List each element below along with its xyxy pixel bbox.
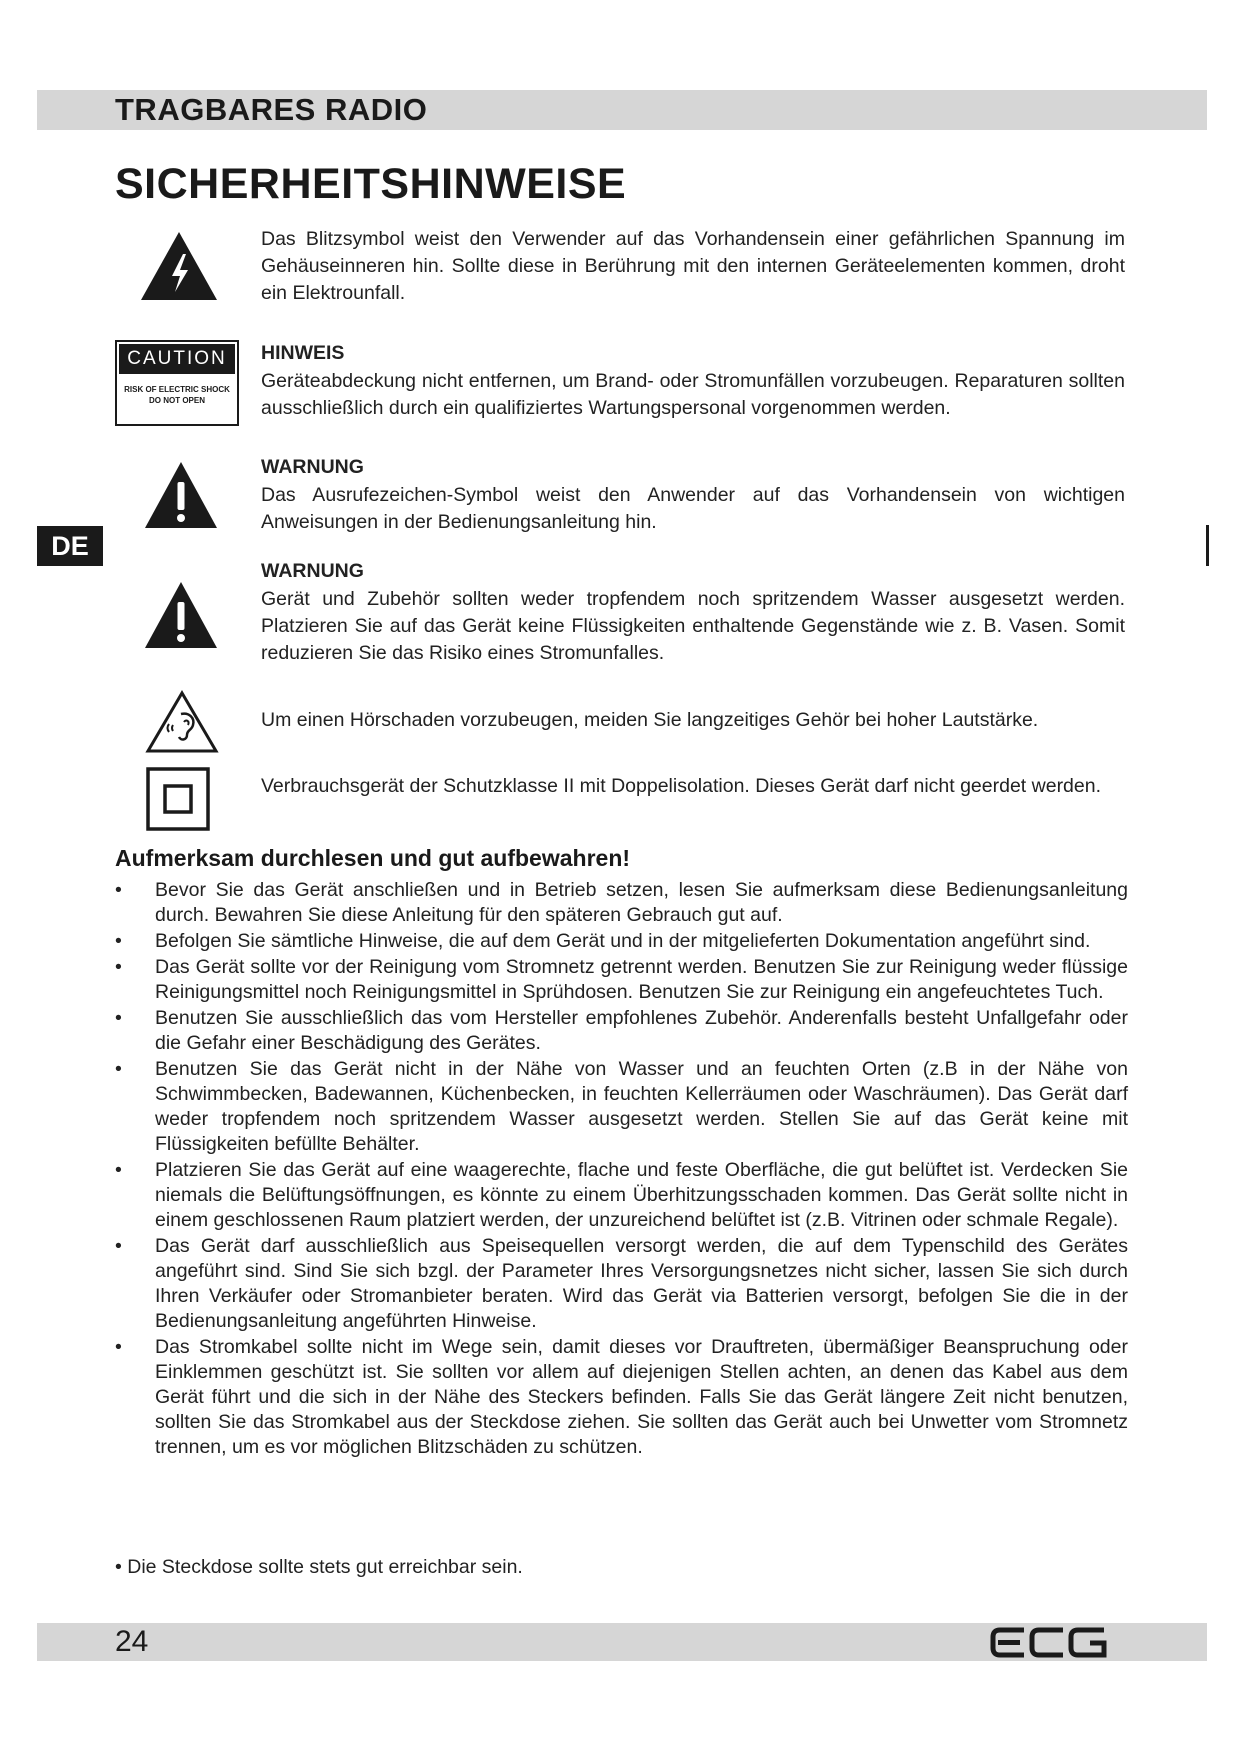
list-item: • Platzieren Sie das Gerät auf eine waagerechte, flache und feste Oberfläche, die gut belüftet ist. Verdecken Sie niemals die Belüftungsöffnungen, es könnte zu einem Überhitzungsschaden kommen. Das Gerät sollte nicht in einem geschlossenen Raum platziert werden, der unzureichend belüftet ist (z.B. Vitrinen oder schmale Regale). [115,1158,1128,1233]
symbol-text-block [261,454,1125,536]
symbol-text: Geräteabdeckung nicht entfernen, um Brand- oder Stromunfällen vorzubeugen. Reparaturen sollten ausschließlich durch ein qualifiziertes Wartungspersonal vorgenommen werden. [261,370,1125,419]
list-item: • Das Stromkabel sollte nicht im Wege sein, damit dieses vor Drauftreten, übermäßiger Beanspruchung oder Einklemmen geschützt ist. Sie sollten vor allem auf diejenigen Stellen achten, an denen das Kabel aus dem Gerät führt und die sich in der Nähe des Steckers befinden. Falls Sie das Gerät längere Zeit nicht benutzen, sollten Sie das Stromkabel aus der Steckdose ziehen. Sie sollten das Gerät auch bei Unwetter vom Stromnetz trennen, um es vor möglichen Blitzschäden zu schützen. [115,1335,1128,1460]
symbol-text: Verbrauchsgerät der Schutzklasse II mit Doppelisolation. Dieses Gerät darf nicht geerdet werden. [261,775,1102,797]
list-item: • Das Gerät darf ausschließlich aus Speisequellen versorgt werden, die auf dem Typenschild des Gerätes angeführt sind. Sind Sie sich bzgl. der Parameter Ihres Versorgungsnetzes nicht sicher, lassen Sie sich durch Ihren Verkäufer oder Stromanbieter beraten. Wird das Gerät via Batterien versorgt, befolgen Sie die in der Bedienungsanleitung angeführten Hinweise. [115,1234,1128,1334]
symbol-text: Um einen Hörschaden vorzubeugen, meiden Sie langzeitiges Gehör bei hoher Lautstärke. [261,709,1039,731]
caution-line-2: DO NOT OPEN [148,396,205,405]
list-item: • Benutzen Sie das Gerät nicht in der Nähe von Wasser und an feuchten Orten (z.B in der Nähe von Schwimmbecken, Badewannen, Küchenbecken, in feuchten Kellerräumen oder Waschräumen). Das Gerät darf weder tropfendem noch spritzendem Wasser ausgesetzt werden. Stellen Sie auf das Gerät keine mit Flüssigkeiten befüllte Behälter. [115,1057,1128,1157]
edge-marker [1206,525,1209,566]
lightning-warning-icon [139,230,219,302]
ecg-logo [990,1627,1108,1658]
list-item: • Benutzen Sie ausschließlich das vom Hersteller empfohlenes Zubehör. Anderenfalls besteht Unfallgefahr oder die Gefahr einer Beschädigung des Gerätes. [115,1006,1128,1056]
list-item-last: • Die Steckdose sollte stets gut erreichbar sein. [115,1556,523,1578]
symbol-heading: WARNUNG [261,456,364,478]
language-tab: DE [37,526,103,566]
list-item: • Bevor Sie das Gerät anschließen und in Betrieb setzen, lesen Sie aufmerksam diese Bedienungsanleitung durch. Bewahren Sie diese Anleitung für den späteren Gebrauch gut auf. [115,878,1128,928]
symbol-text: Das Blitzsymbol weist den Verwender auf das Vorhandensein einer gefährlichen Spannung im Gehäuseinneren hin. Sollte diese in Berührung mit den internen Geräteelementen kommen, droht ein Elektrounfall. [261,228,1125,304]
symbol-text: Gerät und Zubehör sollten weder tropfendem noch spritzendem Wasser ausgesetzt werden. Platzieren Sie auf das Gerät keine Flüssigkeiten enthaltende Gegenstände wie z. B. Vasen. Somit reduzieren Sie das Risiko eines Stromunfalles. [261,588,1125,664]
symbol-row-exclamation-2 [115,558,1125,668]
symbol-text: Das Ausrufezeichen-Symbol weist den Anwender auf das Vorhandensein von wichtigen Anweisungen in der Bedienungsanleitung hin. [261,484,1125,533]
symbol-row-lightning [115,226,1125,306]
header-title: TRAGBARES RADIO [115,92,428,127]
symbol-row-exclamation-1 [115,454,1125,534]
exclamation-warning-icon [143,580,219,650]
list-item: • Das Gerät sollte vor der Reinigung vom Stromnetz getrennt werden. Benutzen Sie zur Reinigung weder flüssige Reinigungsmittel noch Reinigungsmittel in Sprühdosen. Benutzen Sie zur Reinigung ein angefeuchtetes Tuch. [115,955,1128,1005]
safety-bullet-list [115,878,1128,1461]
hearing-warning-icon [145,690,219,754]
exclamation-warning-icon [143,460,219,530]
page-number: 24 [115,1625,149,1658]
symbol-heading: HINWEIS [261,342,345,364]
double-insulation-icon [146,767,210,831]
caution-label-subtext [117,384,237,406]
section-heading: Aufmerksam durchlesen und gut aufbewahren! [115,845,631,871]
list-item: • Befolgen Sie sämtliche Hinweise, die auf dem Gerät und in der mitgelieferten Dokumentation angeführt sind. [115,929,1128,954]
symbol-row-hearing [115,690,1125,754]
symbol-row-double-insulation [115,765,1125,835]
symbol-text-block [261,558,1125,667]
caution-label-icon [115,340,239,426]
caution-label-title: CAUTION [119,344,235,374]
symbol-heading: WARNUNG [261,560,364,582]
page-title: SICHERHEITSHINWEISE [115,160,627,208]
symbol-text-block [261,340,1125,422]
symbol-row-caution [115,340,1125,430]
caution-line-1: RISK OF ELECTRIC SHOCK [124,385,230,394]
